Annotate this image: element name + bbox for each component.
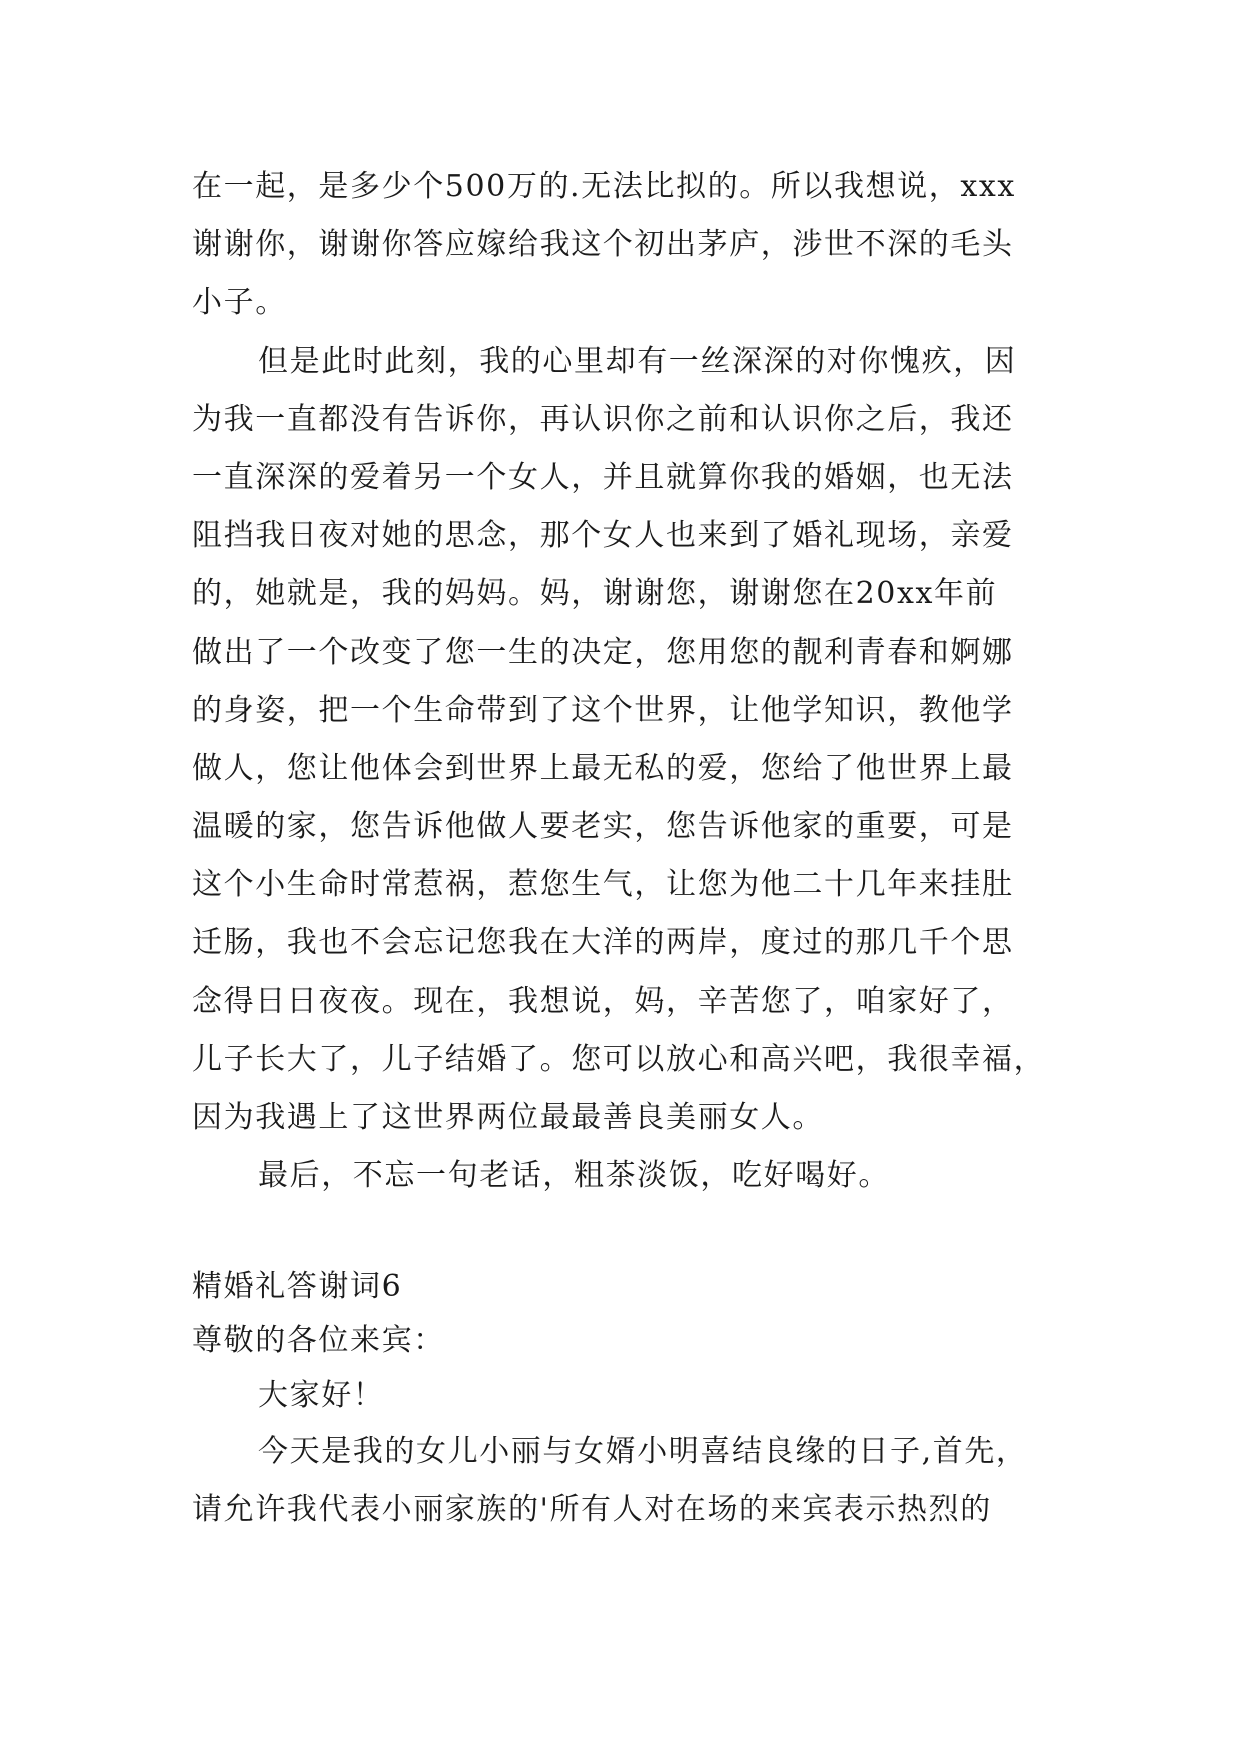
text-line: 请允许我代表小丽家族的'所有人对在场的来宾表示热烈的 [192, 1492, 992, 1528]
text-line-paragraph-start: 今天是我的女儿小丽与女婿小明喜结良缘的日子,首先， [258, 1434, 1028, 1470]
text-line: 念得日日夜夜。现在，我想说，妈，辛苦您了，咱家好了， [192, 983, 1014, 1019]
text-line: 儿子长大了，儿子结婚了。您可以放心和高兴吧，我很幸福， [192, 1041, 1046, 1077]
text-line: 温暖的家，您告诉他做人要老实，您告诉他家的重要，可是 [192, 809, 1014, 845]
section-block [192, 1260, 1062, 1540]
text-line: 迁肠，我也不会忘记您我在大洋的两岸，度过的那几千个思 [192, 925, 1014, 961]
text-line: 因为我遇上了这世界两位最最善良美丽女人。 [192, 1100, 824, 1135]
salutation: 尊敬的各位来宾： [192, 1323, 445, 1359]
text-line: 一直深深的爱着另一个女人，并且就算你我的婚姻，也无法 [192, 459, 1014, 495]
text-line: 的身姿，把一个生命带到了这个世界，让他学知识，教他学 [192, 692, 1014, 728]
text-line: 谢谢你，谢谢你答应嫁给我这个初出茅庐，涉世不深的毛头 [192, 227, 1014, 263]
section-heading: 精婚礼答谢词6 [192, 1269, 403, 1304]
text-line: 这个小生命时常惹祸，惹您生气，让您为他二十几年来挂肚 [192, 867, 1014, 903]
text-line: 为我一直都没有告诉你，再认识你之前和认识你之后，我还 [192, 401, 1014, 437]
text-line: 阻挡我日夜对她的思念，那个女人也来到了婚礼现场，亲爱 [192, 518, 1014, 554]
text-line-paragraph-start: 最后，不忘一句老话，粗茶淡饭，吃好喝好。 [258, 1158, 890, 1194]
text-line: 的，她就是，我的妈妈。妈，谢谢您，谢谢您在20xx年前 [192, 576, 998, 612]
text-line: 小子。 [192, 285, 287, 321]
text-line: 做出了一个改变了您一生的决定，您用您的靓利青春和婀娜 [192, 634, 1014, 670]
text-line: 在一起，是多少个500万的.无法比拟的。所以我想说，xxx [192, 169, 1016, 204]
body-text [192, 158, 1062, 1205]
text-line-paragraph-start: 但是此时此刻，我的心里却有一丝深深的对你愧疚，因 [258, 343, 1017, 379]
text-line: 做人，您让他体会到世界上最无私的爱，您给了他世界上最 [192, 750, 1014, 786]
greeting: 大家好！ [258, 1377, 385, 1413]
